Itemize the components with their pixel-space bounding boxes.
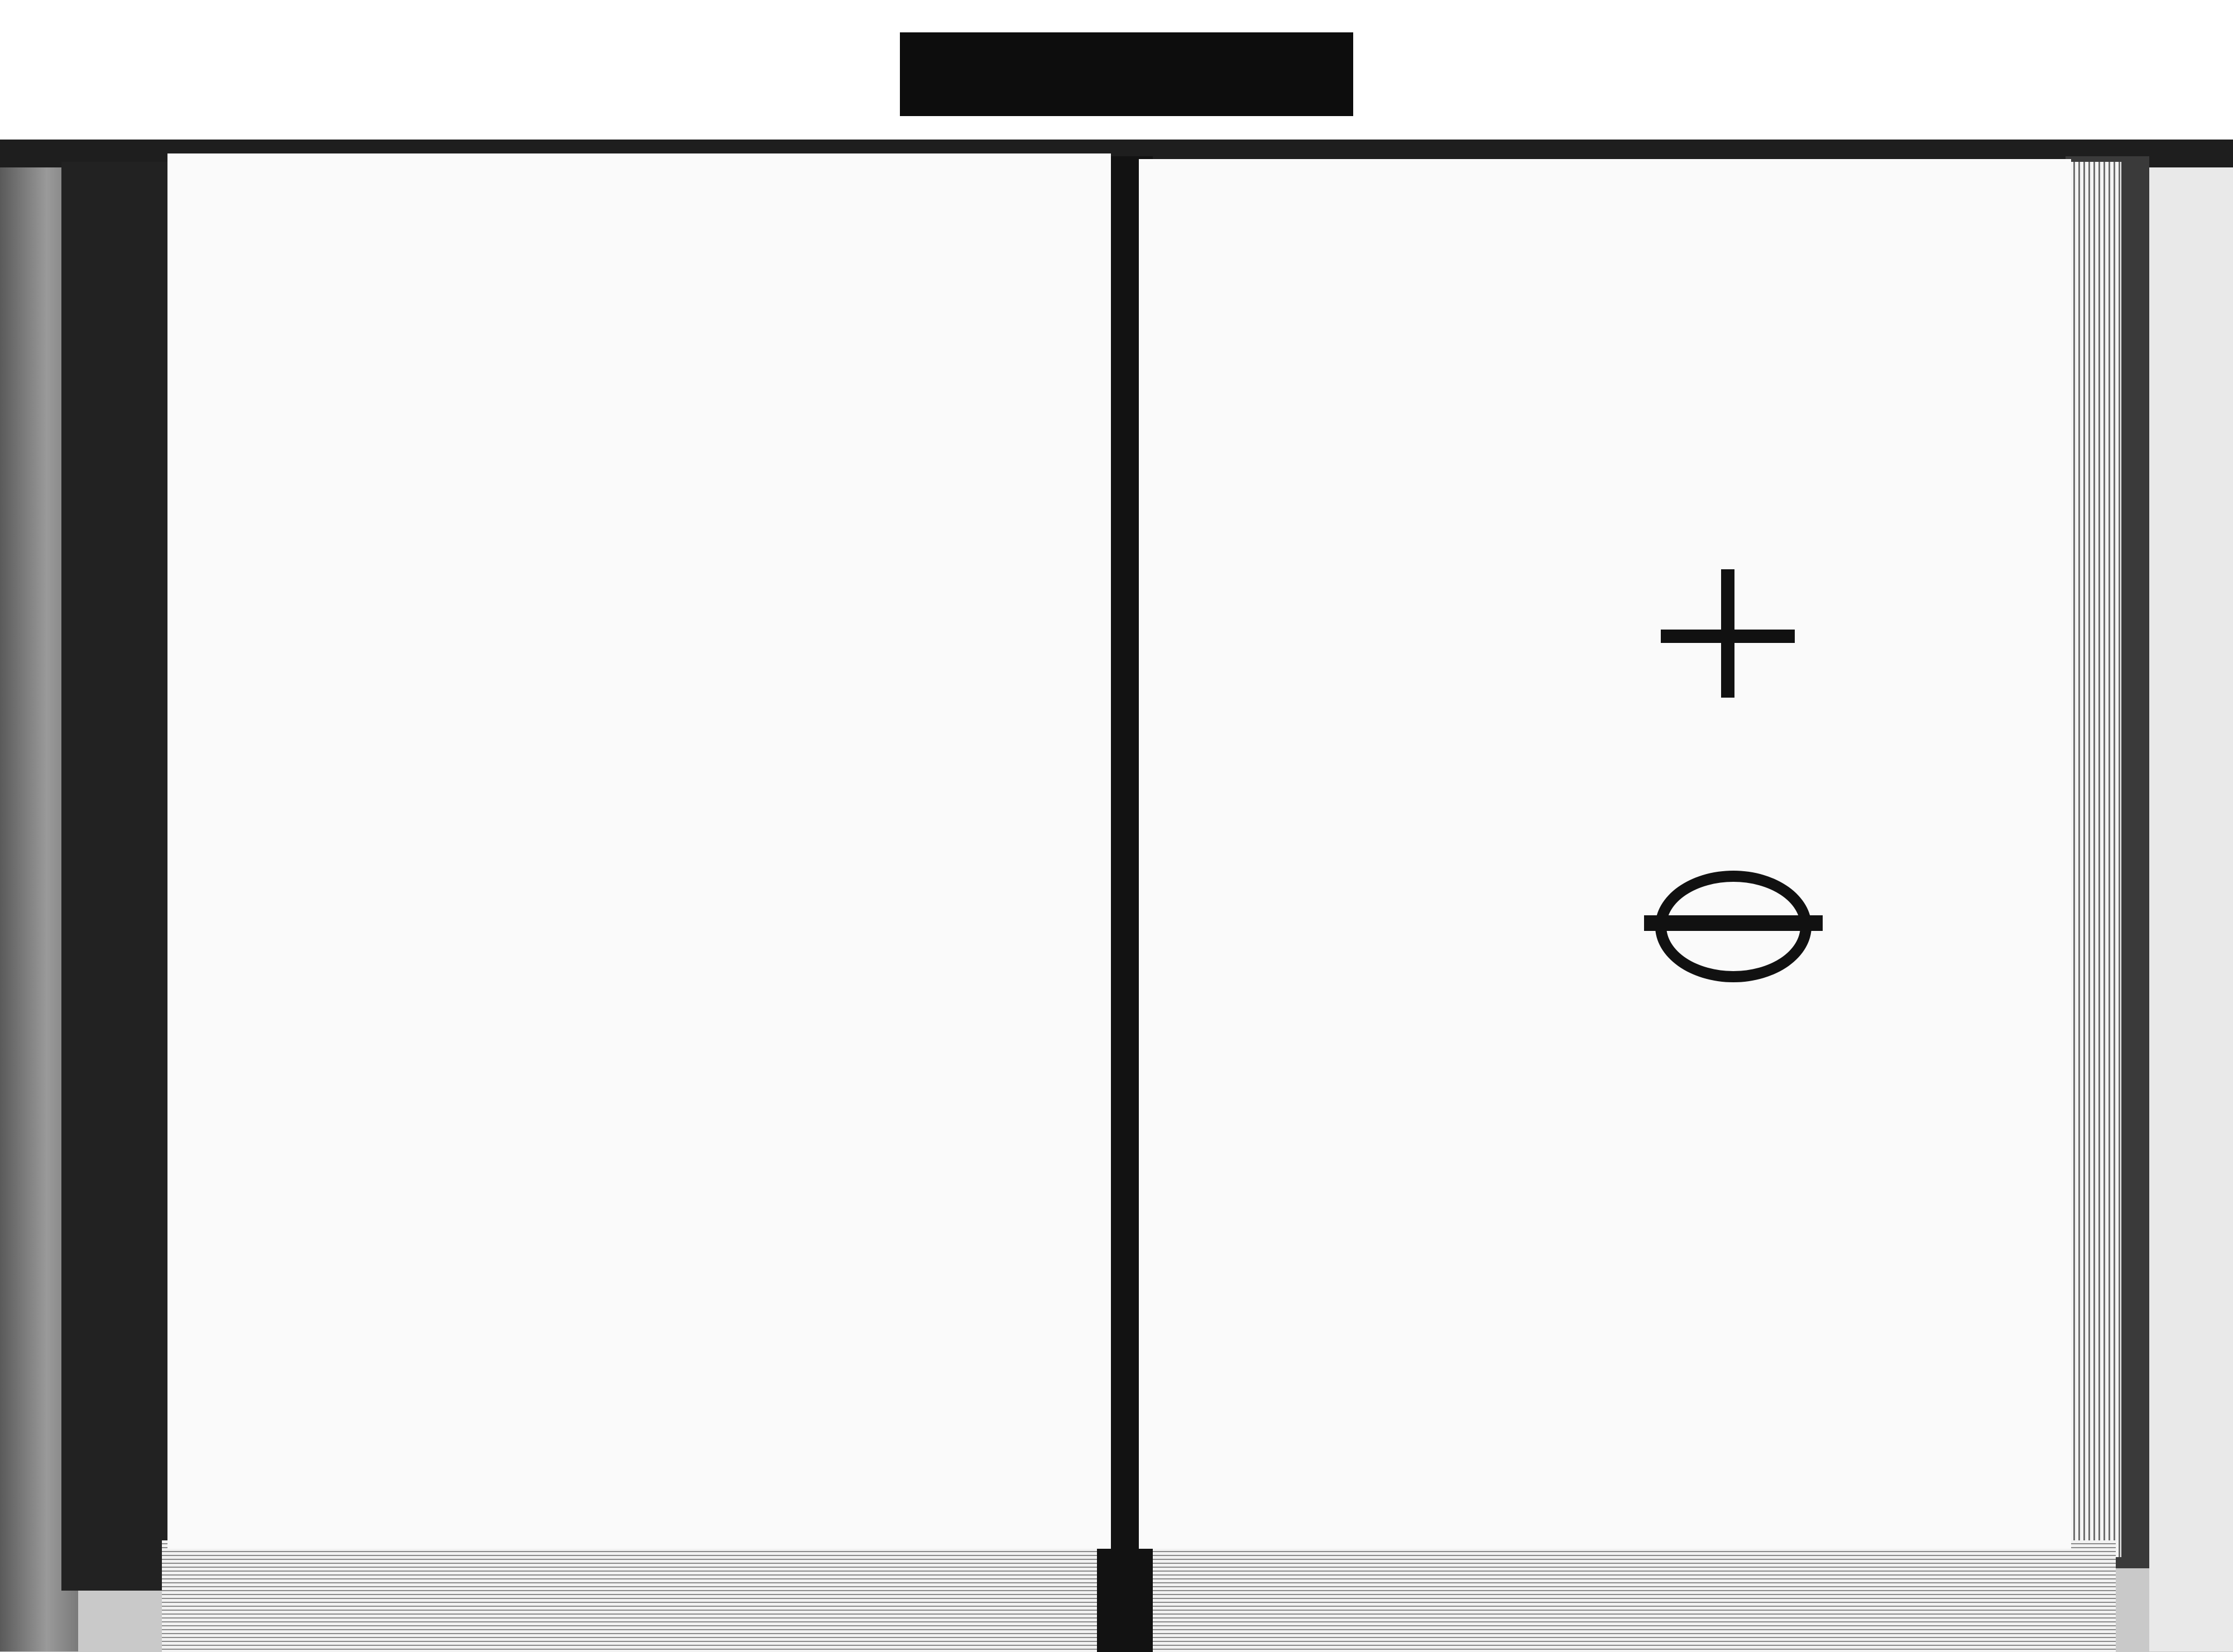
right-page (1139, 159, 2071, 1549)
book-cover-left (61, 162, 173, 1591)
right-margin (2149, 167, 2233, 1651)
tree-symbol-horizontal (1661, 630, 1795, 643)
call-number (900, 32, 1353, 116)
left-page (167, 153, 1111, 1549)
tree-symbol (1661, 569, 1795, 698)
circle-symbol-bar (1644, 915, 1823, 931)
circle-symbol (1655, 871, 1812, 982)
